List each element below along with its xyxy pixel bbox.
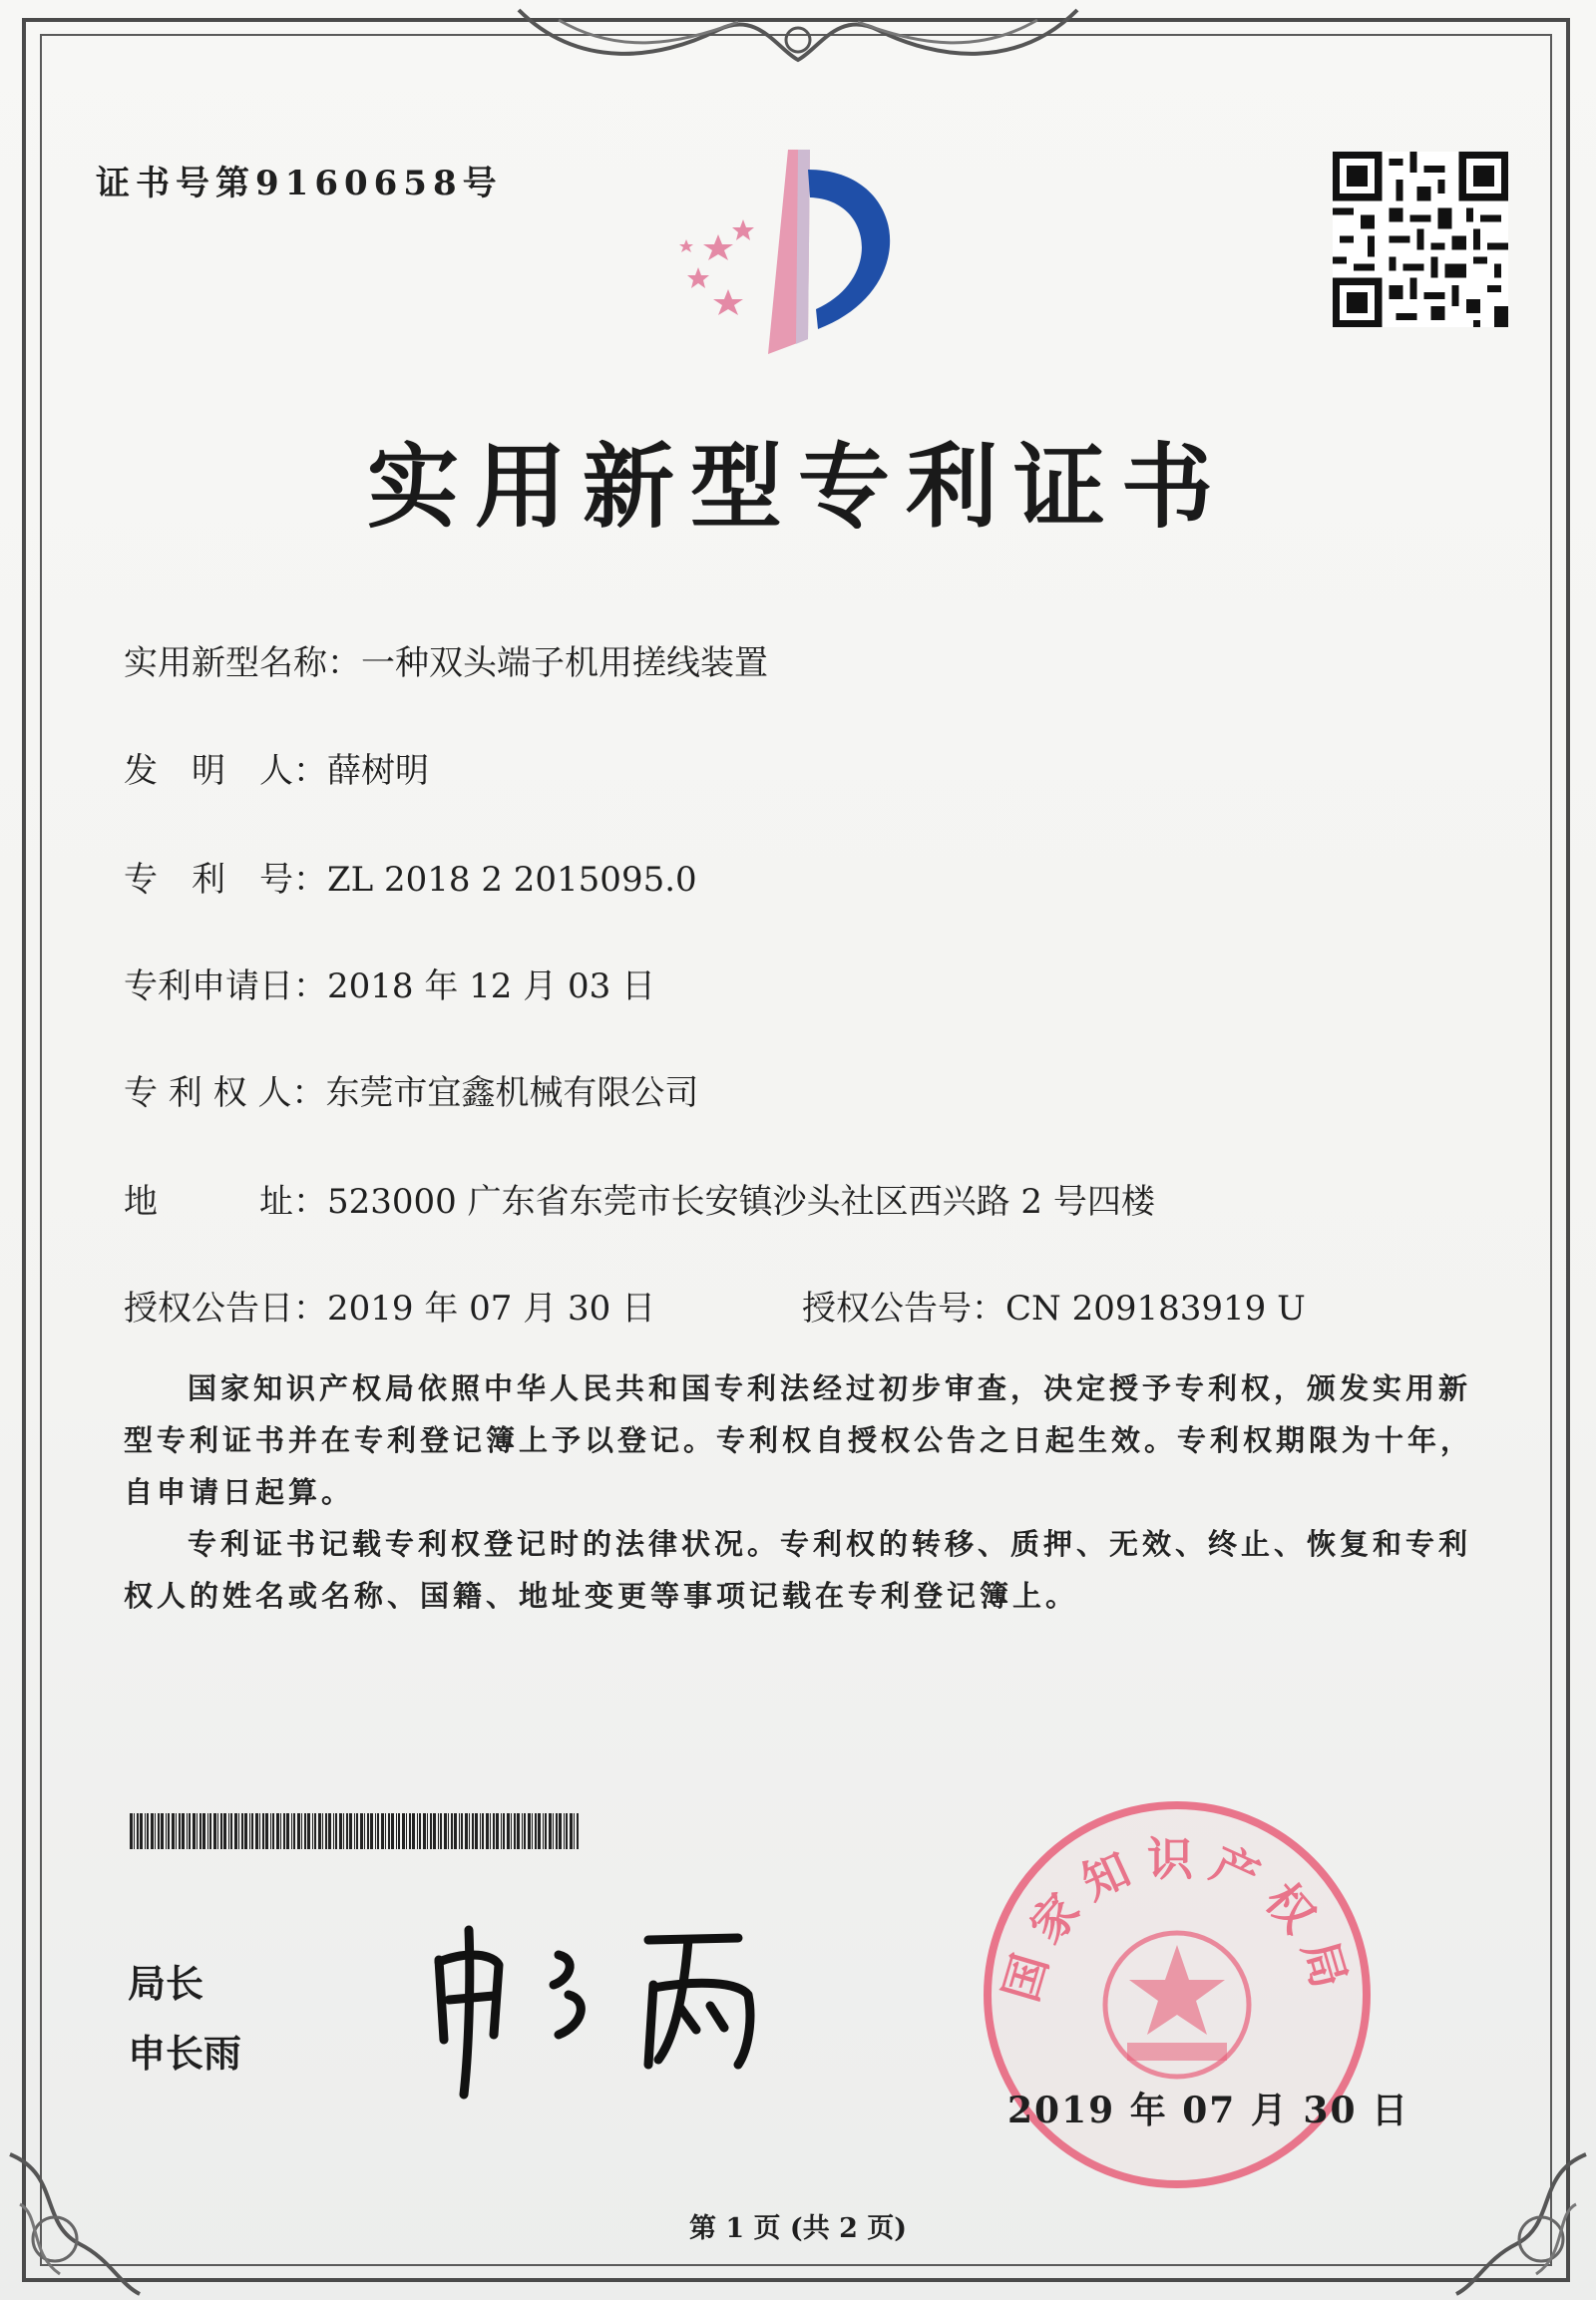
field-label: 专 利 号： bbox=[124, 860, 327, 900]
page-title: 实用新型专利证书 bbox=[366, 433, 1229, 541]
certificate-number: 证书号第9160658号 bbox=[96, 164, 503, 203]
field-value: ZL 2018 2 2015095.0 bbox=[327, 860, 697, 900]
cnipa-logo-icon bbox=[658, 140, 938, 369]
field-label: 授权公告号： bbox=[802, 1289, 1005, 1329]
field-grant-no bbox=[802, 1281, 1306, 1330]
legal-paragraph-1: 国家知识产权局依照中华人民共和国专利法经过初步审查，决定授予专利权，颁发实用新型专利证书并在专利登记簿上予以登记。专利权自授权公告之日起生效。专利权期限为十年，自申请日起算。 bbox=[124, 1371, 1474, 1509]
field-label: 专 利 权 人： bbox=[124, 1073, 326, 1113]
field-value: 一种双头端子机用搓线装置 bbox=[361, 643, 768, 683]
seal-text: 国家知识产权局 bbox=[993, 1832, 1362, 2008]
field-label: 实用新型名称： bbox=[124, 643, 361, 683]
signatory-name: 申长雨 bbox=[128, 2032, 242, 2076]
qr-code-icon bbox=[1333, 152, 1508, 327]
signature-icon bbox=[419, 1900, 818, 2100]
field-value: 东莞市宜鑫机械有限公司 bbox=[325, 1073, 699, 1113]
page-footer: 第 1 页 (共 2 页) bbox=[688, 2213, 908, 2244]
field-label: 地 址： bbox=[124, 1182, 327, 1222]
field-value: 2018 年 12 月 03 日 bbox=[327, 966, 656, 1006]
field-value: 2019 年 07 月 30 日 bbox=[327, 1289, 656, 1329]
field-value: CN 209183919 U bbox=[1005, 1289, 1306, 1329]
field-inventor bbox=[124, 743, 429, 792]
field-value: 523000 广东省东莞市长安镇沙头社区西兴路 2 号四楼 bbox=[327, 1182, 1155, 1222]
signatory-title: 局长 bbox=[128, 1962, 204, 2006]
field-label: 授权公告日： bbox=[124, 1289, 327, 1329]
legal-paragraph-2: 专利证书记载专利权登记时的法律状况。专利权的转移、质押、无效、终止、恢复和专利权人的姓名或名称、国籍、地址变更等事项记载在专利登记簿上。 bbox=[124, 1527, 1472, 1613]
official-seal-icon bbox=[968, 1785, 1387, 2204]
barcode-icon bbox=[130, 1813, 581, 1849]
field-grant-date bbox=[124, 1281, 655, 1330]
field-patentee bbox=[124, 1065, 698, 1114]
field-filing-date bbox=[124, 958, 655, 1007]
field-patent-no bbox=[124, 852, 697, 901]
field-address bbox=[124, 1174, 1155, 1223]
seal-date: 2019 年 07 月 30 日 bbox=[1007, 2090, 1410, 2131]
top-ornament bbox=[499, 0, 1097, 80]
field-label: 发 明 人： bbox=[124, 751, 327, 791]
field-label: 专利申请日： bbox=[124, 966, 327, 1006]
field-name bbox=[124, 635, 768, 684]
field-value: 薛树明 bbox=[327, 751, 429, 791]
